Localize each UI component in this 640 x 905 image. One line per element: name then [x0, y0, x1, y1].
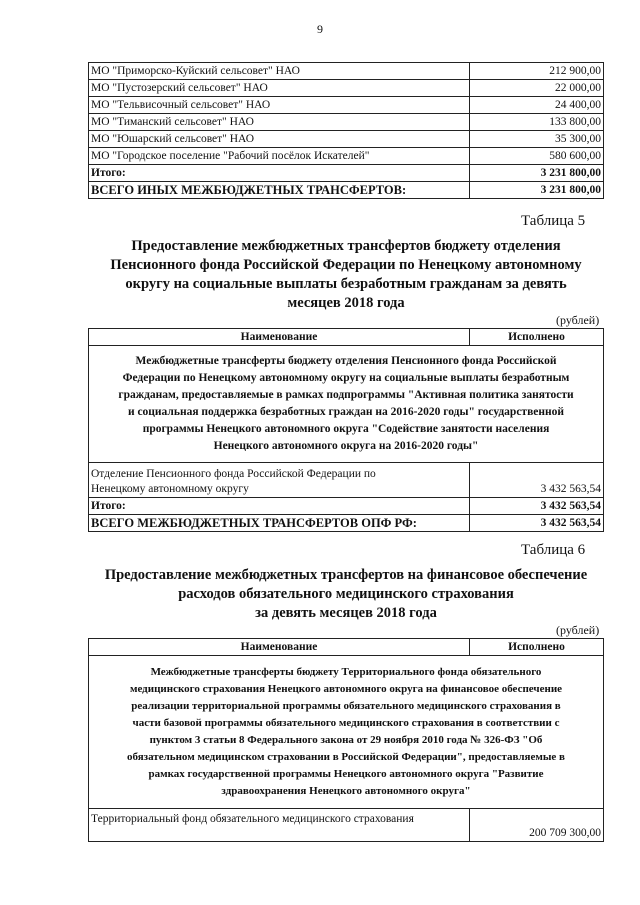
row-value: 24 400,00	[470, 97, 604, 114]
desc-line: Межбюджетные трансферты бюджету Территориального фонда обязательного	[150, 666, 542, 678]
desc-line: пунктом 3 статьи 8 Федерального закона от 29 ноября 2010 года № 326-ФЗ "Об	[149, 734, 543, 746]
desc-line: реализации территориальной программы обязательного медицинского страхования в	[131, 700, 561, 712]
desc-line: Федерации по Ненецкому автономному округу на социальные выплаты безработным	[122, 372, 570, 384]
desc-line: программы Ненецкого автономного округа "Содействие занятости населения	[142, 423, 550, 435]
header-row	[89, 639, 604, 656]
table6-label: Таблица 6	[521, 542, 586, 558]
grand-total-label: ВСЕГО ИНЫХ МЕЖБЮДЖЕТНЫХ ТРАНСФЕРТОВ:	[89, 182, 470, 199]
row-value: 133 800,00	[470, 114, 604, 131]
table-row	[89, 80, 604, 97]
table-row	[89, 809, 604, 842]
col-header-name: Наименование	[89, 329, 470, 346]
grand-total-label: ВСЕГО МЕЖБЮДЖЕТНЫХ ТРАНСФЕРТОВ ОПФ РФ:	[89, 515, 470, 532]
table-row	[89, 463, 604, 498]
table-row	[89, 63, 604, 80]
table6-unit: (рублей)	[556, 623, 600, 637]
row-name	[89, 463, 470, 498]
total-label: Итого:	[89, 498, 470, 515]
total-row	[89, 498, 604, 515]
total-row	[89, 165, 604, 182]
grand-total-row	[89, 182, 604, 199]
desc-line: Ненецкого автономного округа на 2016-2020 годы"	[213, 440, 479, 452]
desc-line: Межбюджетные трансферты бюджету отделения Пенсионного фонда Российской	[135, 355, 557, 367]
row-name: МО "Тиманский сельсовет" НАО	[89, 114, 470, 131]
desc-line: здравоохранения Ненецкого автономного округа"	[221, 785, 471, 797]
row-value: 3 432 563,54	[470, 463, 604, 498]
desc-line: обязательном медицинском страховании в Российской Федерации", предоставляемые в	[126, 751, 565, 763]
row-name: МО "Городское поселение "Рабочий посёлок Искателей"	[89, 148, 470, 165]
row-name: МО "Юшарский сельсовет" НАО	[89, 131, 470, 148]
table6	[88, 638, 604, 842]
desc-line: медицинского страхования Ненецкого автономного округа на финансовое обеспечение	[129, 683, 563, 695]
title-line: Предоставление межбюджетных трансфертов бюджету отделения	[131, 238, 561, 254]
title-line: Пенсионного фонда Российской Федерации по Ненецкому автономному	[110, 257, 582, 273]
row-value: 212 900,00	[470, 63, 604, 80]
grand-total-value: 3 231 800,00	[470, 182, 604, 199]
table-row	[89, 114, 604, 131]
row-value: 200 709 300,00	[470, 809, 604, 842]
desc-line: гражданам, предоставляемые в рамках подпрограммы "Активная политика занятости	[118, 389, 574, 401]
row-name: МО "Пустозерский сельсовет" НАО	[89, 80, 470, 97]
table5-unit: (рублей)	[556, 313, 600, 327]
col-header-value: Исполнено	[470, 329, 604, 346]
table5-title	[88, 237, 604, 313]
grand-total-value: 3 432 563,54	[470, 515, 604, 532]
table5-description	[89, 346, 604, 463]
table-row	[89, 97, 604, 114]
desc-line: и социальная поддержка безработных граждан на 2016-2020 годы" государственной	[127, 406, 565, 418]
page-number: 9	[317, 22, 323, 36]
desc-line: части базовой программы обязательного медицинского страхования в соответствии с	[132, 717, 560, 729]
row-name-line: Отделение Пенсионного фонда Российской Федерации по	[91, 468, 376, 480]
total-value: 3 231 800,00	[470, 165, 604, 182]
grand-total-row	[89, 515, 604, 532]
table5-label: Таблица 5	[521, 213, 586, 229]
table-row	[89, 131, 604, 148]
other-transfers-table	[88, 62, 604, 199]
row-name: МО "Тельвисочный сельсовет" НАО	[89, 97, 470, 114]
description-row	[89, 656, 604, 809]
row-value: 580 600,00	[470, 148, 604, 165]
col-header-name: Наименование	[89, 639, 470, 656]
col-header-value: Исполнено	[470, 639, 604, 656]
table6-title	[88, 566, 604, 623]
description-row	[89, 346, 604, 463]
header-row	[89, 329, 604, 346]
total-label: Итого:	[89, 165, 470, 182]
title-line: месяцев 2018 года	[287, 295, 405, 311]
row-name: Территориальный фонд обязательного медицинского страхования	[89, 809, 470, 842]
title-line: округу на социальные выплаты безработным гражданам за девять	[125, 276, 567, 292]
total-value: 3 432 563,54	[470, 498, 604, 515]
row-value: 22 000,00	[470, 80, 604, 97]
table6-description	[89, 656, 604, 809]
row-name: МО "Приморско-Куйский сельсовет" НАО	[89, 63, 470, 80]
title-line: расходов обязательного медицинского страхования	[178, 586, 514, 602]
title-line: Предоставление межбюджетных трансфертов на финансовое обеспечение	[104, 567, 588, 583]
table5	[88, 328, 604, 532]
desc-line: рамках государственной программы Ненецкого автономного округа "Развитие	[148, 768, 544, 780]
row-value: 35 300,00	[470, 131, 604, 148]
row-name-line: Ненецкому автономному округу	[91, 483, 249, 495]
table-row	[89, 148, 604, 165]
title-line: за девять месяцев 2018 года	[255, 605, 437, 621]
